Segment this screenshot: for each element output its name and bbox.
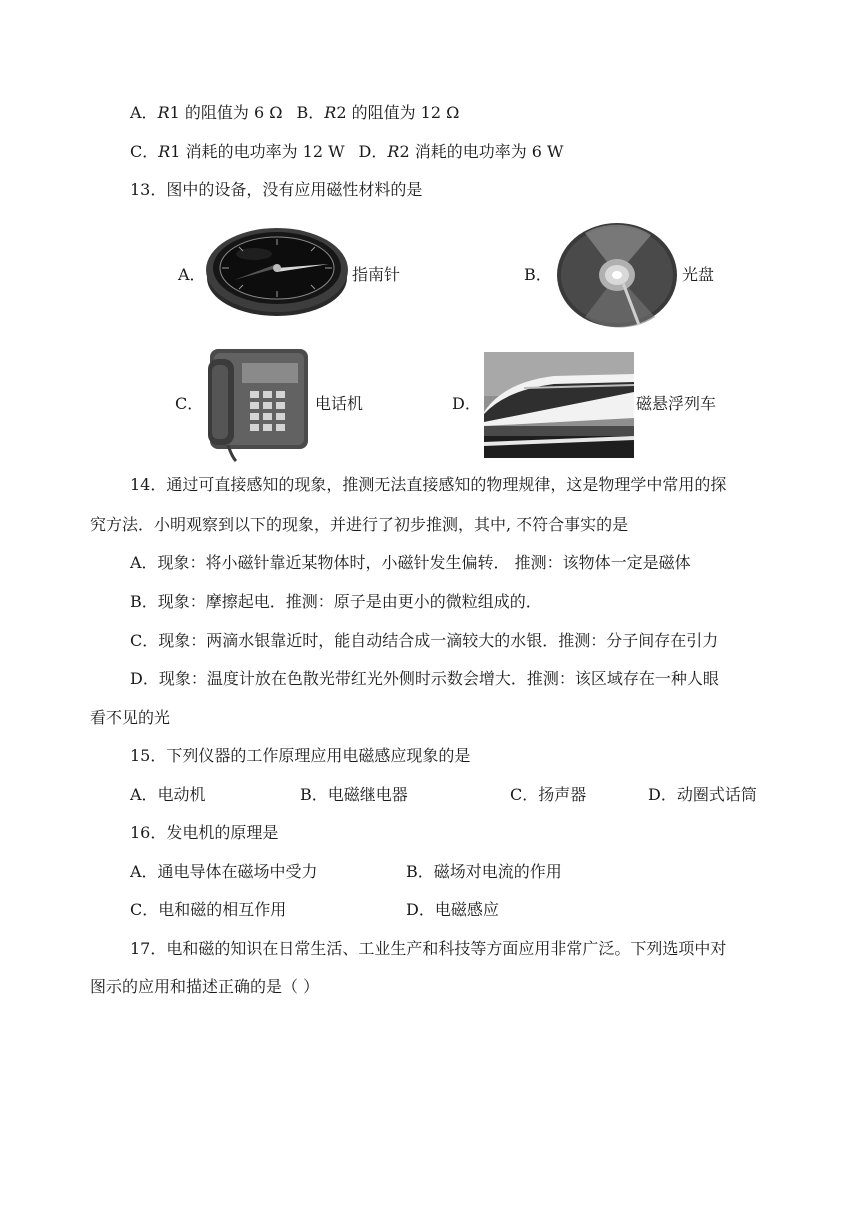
q13-option-b-letter: B． [524,265,552,284]
q12-option-c-letter: C． [130,142,159,161]
q12-option-d-var: R [387,142,400,161]
q14-option-b: B．现象：摩擦起电．推测：原子是由更小的微粒组成的． [130,592,542,611]
q15-option-d: D．动圈式话筒 [648,785,757,804]
telephone-image [206,347,310,463]
q16-option-d: D．电磁感应 [406,900,499,919]
q16-option-a: A．通电导体在磁场中受力 [130,862,318,881]
compass-image [204,222,350,320]
q15-option-c: C．扬声器 [510,785,587,804]
q14-option-c: C．现象：两滴水银靠近时，能自动结合成一滴较大的水银．推测：分子间存在引力 [130,631,719,650]
q14-option-d-line2: 看不见的光 [90,708,171,727]
q12-option-a-text: 1 的阻值为 6 Ω [169,103,283,122]
q17-stem-line2: 图示的应用和描述正确的是（ ） [90,977,320,996]
q12-option-c-text: 1 消耗的电功率为 12 W [170,142,345,161]
q13-option-c-caption: 电话机 [315,394,364,413]
q12-option-a-var: R [157,103,170,122]
q15-option-a: A．电动机 [130,785,206,804]
q16-option-c: C．电和磁的相互作用 [130,900,287,919]
q14-option-a: A．现象：将小磁针靠近某物体时，小磁针发生偏转． 推测：该物体一定是磁体 [130,553,691,572]
q15-stem: 15．下列仪器的工作原理应用电磁感应现象的是 [130,746,471,765]
q13-option-d-letter: D． [452,394,481,413]
q13-stem: 13．图中的设备，没有应用磁性材料的是 [130,180,423,199]
maglev-train-image [484,352,634,458]
q12-option-d-letter: D． [358,142,388,161]
q13-option-a-caption: 指南针 [352,265,401,284]
q16-stem: 16．发电机的原理是 [130,823,279,842]
q13-option-b-caption: 光盘 [682,265,715,284]
q13-option-c-letter: C． [175,394,204,413]
q17-stem-line1: 17．电和磁的知识在日常生活、工业生产和科技等方面应用非常广泛。下列选项中对 [130,939,727,958]
q12-option-b-text: 2 的阻值为 12 Ω [336,103,460,122]
q15-option-b: B．电磁继电器 [300,785,408,804]
q13-option-d-caption: 磁悬浮列车 [636,394,717,413]
q16-option-b: B．磁场对电流的作用 [406,862,562,881]
q12-option-a-letter: A． [130,103,158,122]
q14-option-d-line1: D．现象：温度计放在色散光带红光外侧时示数会增大．推测：该区域存在一种人眼 [130,669,719,688]
q14-stem-line2: 究方法．小明观察到以下的现象，并进行了初步推测，其中, 不符合事实的是 [90,515,629,534]
q12-option-b-letter: B． [296,103,325,122]
q12-option-c-var: R [158,142,171,161]
q14-stem-line1: 14．通过可直接感知的现象，推测无法直接感知的物理规律，这是物理学中常用的探 [130,475,727,494]
q12-options-row1 [130,102,459,124]
q12-options-row2 [130,141,564,163]
q12-option-b-var: R [324,103,337,122]
q12-option-d-text: 2 消耗的电功率为 6 W [399,142,564,161]
q13-option-a-letter: A． [178,265,206,284]
optical-disc-image [555,221,681,329]
